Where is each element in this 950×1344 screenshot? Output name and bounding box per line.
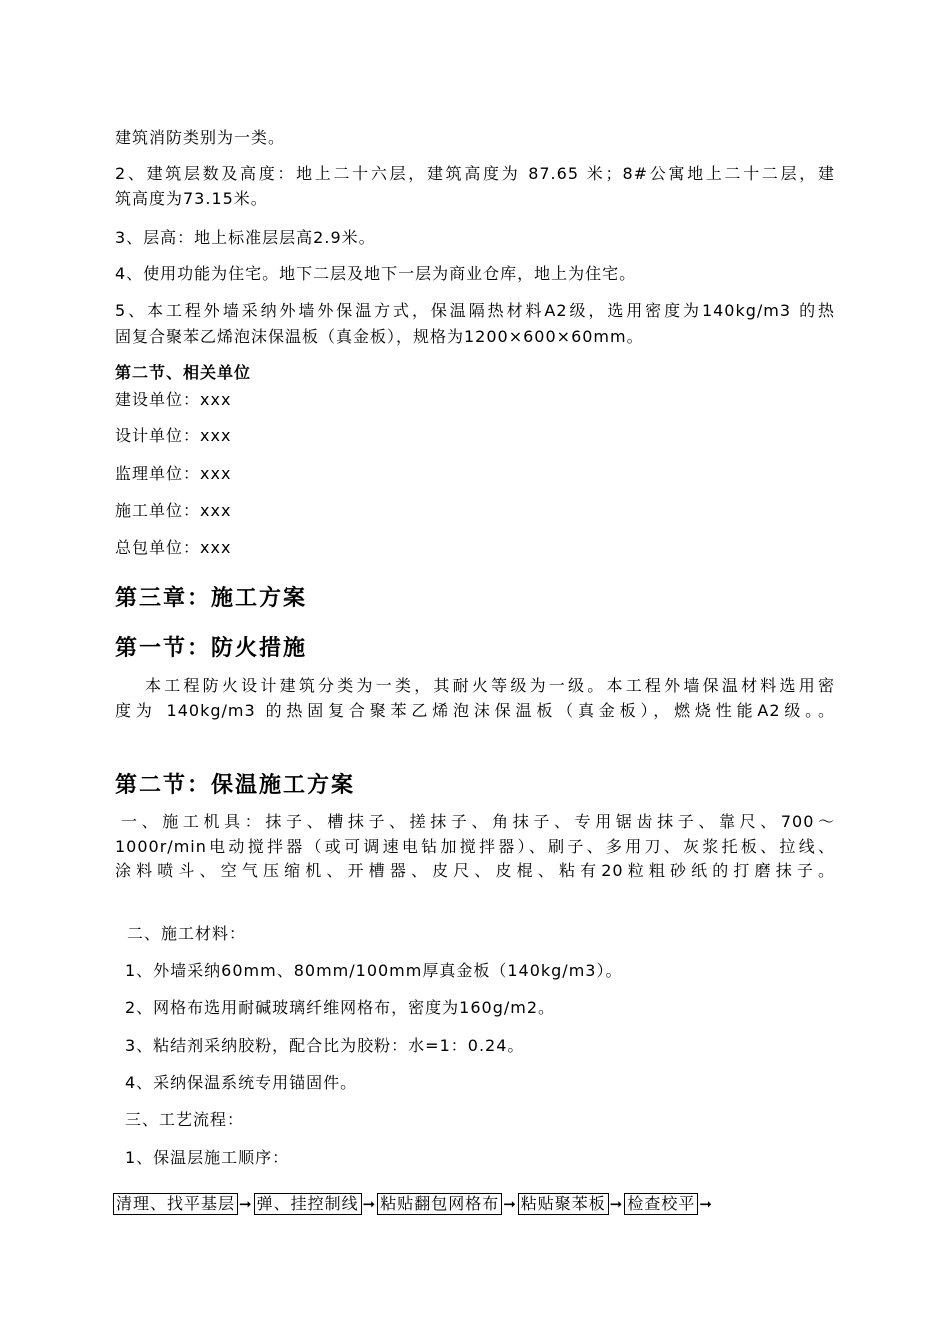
- insulation-section-title: 第二节：保温施工方案: [115, 772, 356, 798]
- sequence-heading: 1、保温层施工顺序：: [125, 1148, 290, 1167]
- arrow-right-icon: ➞: [239, 1195, 253, 1213]
- intro-floors-line2: 筑高度为73.15米。: [115, 189, 268, 208]
- tools-line1: 一、施工机具：抹子、槽抹子、搓抹子、角抹子、专用锯齿抹子、靠尺、700～: [121, 812, 835, 831]
- fire-section-title: 第一节：防火措施: [115, 635, 308, 661]
- arrow-right-icon: ➞: [699, 1195, 713, 1213]
- intro-floor-height: 3、层高：地上标准层层高2.9米。: [115, 228, 376, 247]
- unit-general: 总包单位：xxx: [115, 538, 232, 557]
- fire-paragraph-line1: 本工程防火设计建筑分类为一类，其耐火等级为一级。本工程外墙保温材料选用密: [145, 676, 835, 695]
- material-item-4: 4、采纳保温系统专用锚固件。: [125, 1073, 358, 1092]
- material-item-3: 3、粘结剂采纳胶粉，配合比为胶粉：水=1：0.24。: [125, 1036, 525, 1055]
- unit-contractor: 施工单位：xxx: [115, 501, 232, 520]
- chapter3-title: 第三章：施工方案: [115, 585, 308, 611]
- intro-insulation-line2: 固复合聚苯乙烯泡沫保温板（真金板），规格为1200×600×60mm。: [115, 327, 644, 346]
- unit-construction: 建设单位：xxx: [115, 390, 232, 409]
- process-heading: 三、工艺流程：: [125, 1110, 245, 1129]
- material-item-2: 2、网格布选用耐碱玻璃纤维网格布，密度为160g/m2。: [125, 998, 556, 1017]
- intro-floors-line1: 2、建筑层数及高度：地上二十六层，建筑高度为 87.65 米；8#公寓地上二十二层，建: [115, 164, 835, 183]
- intro-insulation-line1: 5、本工程外墙采纳外墙外保温方式，保温隔热材料A2级，选用密度为140kg/m3 的热: [115, 301, 835, 320]
- flow-step-control-lines: 弹、挂控制线: [254, 1193, 362, 1215]
- arrow-right-icon: ➞: [362, 1195, 377, 1213]
- flow-step-check: 检查校平: [624, 1193, 698, 1215]
- unit-design: 设计单位：xxx: [115, 426, 232, 445]
- tools-line2: 1000r/min电动搅拌器（或可调速电钻加搅拌器）、刷子、多用刀、灰浆托板、拉线、: [115, 837, 835, 856]
- flow-step-clean-level: 清理、找平基层: [113, 1193, 238, 1215]
- tools-line3: 涂料喷斗、空气压缩机、开槽器、皮尺、皮棍、粘有20粒粗砂纸的打磨抹子。: [115, 861, 835, 880]
- flow-step-board: 粘贴聚苯板: [518, 1193, 609, 1215]
- material-item-1: 1、外墙采纳60mm、80mm/100mm厚真金板（140kg/m3）。: [125, 961, 623, 980]
- arrow-right-icon: ➞: [503, 1195, 517, 1213]
- fire-paragraph-line2: 度为 140kg/m3 的热固复合聚苯乙烯泡沫保温板（真金板），燃烧性能A2级。。: [115, 701, 835, 720]
- intro-line: 建筑消防类别为一类。: [115, 128, 286, 147]
- flow-step-mesh: 粘贴翻包网格布: [377, 1193, 502, 1215]
- unit-supervision: 监理单位：xxx: [115, 464, 232, 483]
- intro-function: 4、使用功能为住宅。地下二层及地下一层为商业仓库，地上为住宅。: [115, 264, 637, 283]
- process-flow: [113, 1191, 714, 1217]
- materials-heading: 二、施工材料：: [127, 924, 247, 943]
- units-heading: 第二节、相关单位: [115, 363, 252, 382]
- arrow-right-icon: ➞: [609, 1195, 624, 1213]
